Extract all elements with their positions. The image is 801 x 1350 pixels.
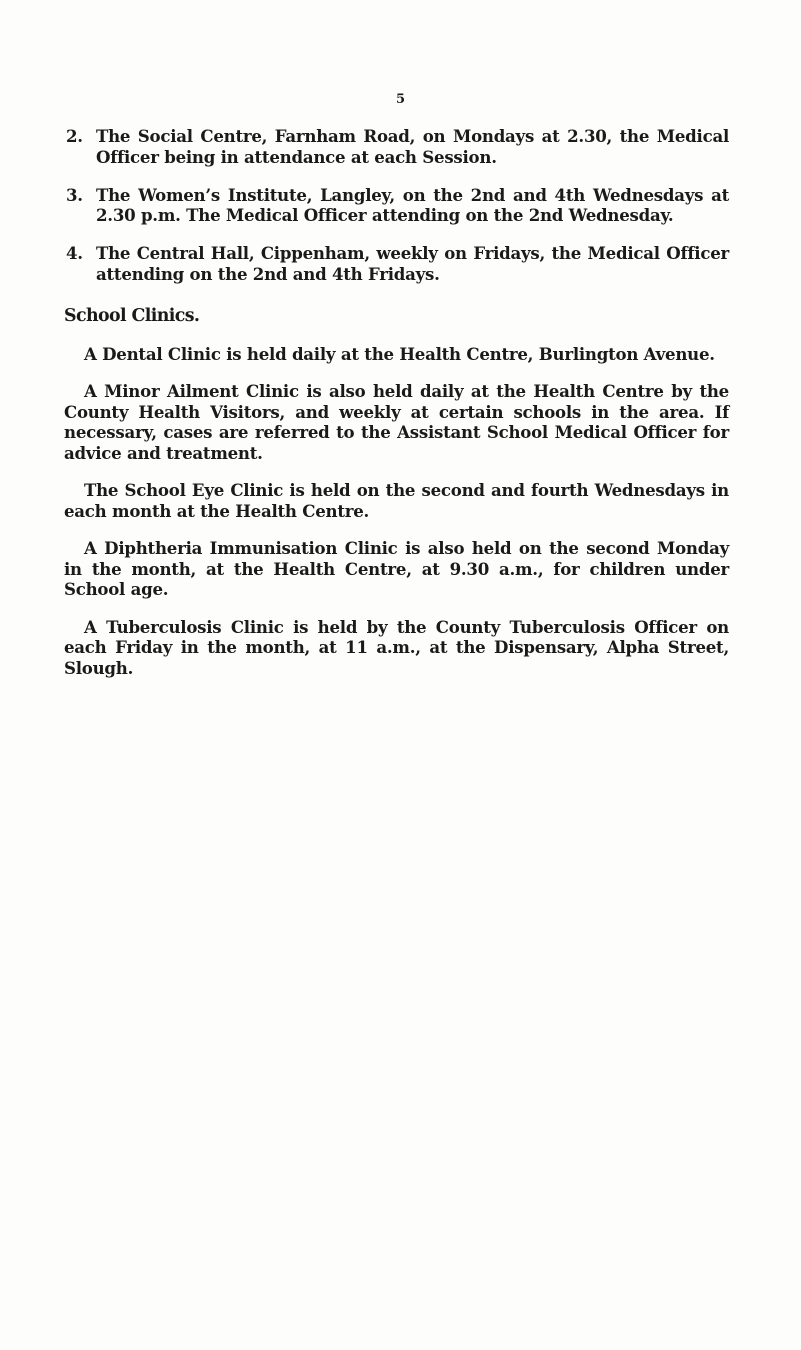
list-item-text: The Central Hall, Cippenham, weekly on Fridays, the Medical Officer attending on the 2nd and 4th Fridays. (96, 243, 729, 284)
paragraph-eye-clinic: The School Eye Clinic is held on the second and fourth Wednesdays in each month at the Health Centre. (64, 480, 729, 521)
paragraph-minor-ailment-clinic: A Minor Ailment Clinic is also held daily at the Health Centre by the County Health Visitors, and weekly at certain schools in the area. If necessary, cases are referred to the Assistant School Medical Officer for advice and treatment. (64, 381, 729, 463)
list-item-number: 3. (66, 184, 83, 205)
list-item-number: 4. (66, 243, 83, 263)
list-item-3 (64, 185, 729, 226)
document-body (64, 126, 729, 695)
page-number: 5 (395, 92, 406, 107)
paragraph-dental-clinic: A Dental Clinic is held daily at the Health Centre, Burlington Avenue. (84, 343, 715, 364)
list-item-2 (64, 126, 729, 167)
section-heading: School Clinics. (64, 306, 200, 326)
paragraph-tuberculosis-clinic: A Tuberculosis Clinic is held by the County Tuberculosis Officer on each Friday in the month, at 11 a.m., at the Dispensary, Alpha Street, Slough. (64, 616, 729, 678)
list-item-text: The Women’s Institute, Langley, on the 2nd and 4th Wednesdays at 2.30 p.m. The Medical Officer attending on the 2nd Wednesday. (96, 184, 729, 225)
paragraph-diphtheria-clinic: A Diphtheria Immunisation Clinic is also held on the second Monday in the month, at the Health Centre, at 9.30 a.m., for children under School age. (64, 538, 729, 599)
list-item-4 (64, 243, 729, 284)
list-item-number: 2. (66, 126, 83, 146)
list-item-text: The Social Centre, Farnham Road, on Mondays at 2.30, the Medical Officer being in attendance at each Session. (96, 126, 729, 167)
